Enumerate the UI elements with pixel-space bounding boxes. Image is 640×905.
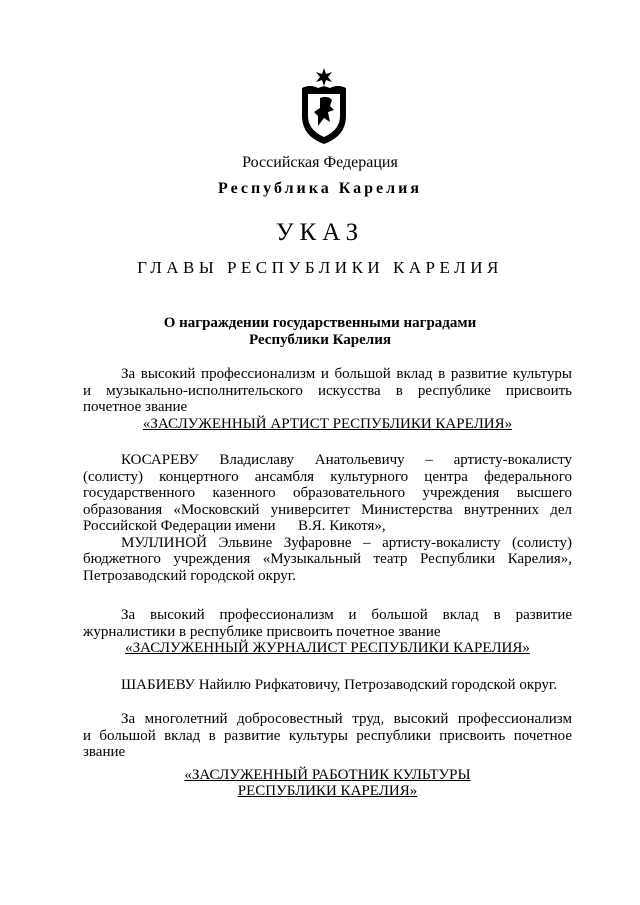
text-line: образования «Московский университет Министерства внутренних дел — [83, 501, 572, 518]
country-name: Российская Федерация — [242, 154, 398, 171]
issuer: ГЛАВЫ РЕСПУБЛИКИ КАРЕЛИЯ — [137, 258, 503, 277]
text-line: Петрозаводский городской округ. — [83, 567, 296, 584]
award-title: «ЗАСЛУЖЕННЫЙ АРТИСТ РЕСПУБЛИКИ КАРЕЛИЯ» — [142, 415, 513, 432]
section-artist — [83, 366, 572, 584]
text-line: МУЛЛИНОЙ Эльвине Зуфаровне – артисту-вокалисту (солисту) — [121, 534, 572, 551]
text-line: почетное звание — [83, 399, 188, 415]
text-line: КОСАРЕВУ Владиславу Анатольевичу – артисту-вокалисту — [121, 452, 572, 468]
text-line: журналистики в республике присвоить почетное звание — [83, 623, 441, 640]
text-line: За многолетний добросовестный труд, высокий профессионализм — [121, 711, 572, 727]
republic-name: Республика Карелия — [218, 180, 422, 197]
award-title: «ЗАСЛУЖЕННЫЙ ЖУРНАЛИСТ РЕСПУБЛИКИ КАРЕЛИЯ» — [125, 640, 530, 656]
coat-of-arms-emblem — [296, 66, 352, 146]
section-journalist — [83, 607, 572, 693]
text-line: и большой вклад в развитие культуры республики присвоить почетное — [83, 727, 572, 744]
text-line: За высокий профессионализм и большой вклад в развитие — [121, 607, 572, 623]
title-line: Республики Карелия — [249, 331, 391, 348]
text-line: Российской Федерации имени В.Я. Кикотя», — [83, 518, 386, 534]
text-line: государственного казенного образовательного учреждения высшего — [83, 485, 572, 501]
text-line: и музыкально-исполнительского искусства в республике присвоить — [83, 382, 572, 399]
text-line: За высокий профессионализм и большой вклад в развитие культуры — [121, 366, 572, 382]
text-line: звание — [83, 744, 126, 760]
award-title: РЕСПУБЛИКИ КАРЕЛИЯ» — [237, 783, 418, 799]
text-line: бюджетного учреждения «Музыкальный театр Республики Карелия», — [83, 551, 572, 567]
text-line: ШАБИЕВУ Найилю Рифкатовичу, Петрозаводский городской округ. — [121, 676, 558, 693]
title-line: О награждении государственными наградами — [163, 315, 477, 331]
award-title: «ЗАСЛУЖЕННЫЙ РАБОТНИК КУЛЬТУРЫ — [184, 766, 471, 783]
section-culture-worker — [83, 711, 572, 800]
text-line: (солисту) концертного ансамбля культурного центра федерального — [83, 468, 572, 485]
doc-type: УКАЗ — [275, 219, 365, 246]
decree-title — [0, 315, 640, 348]
